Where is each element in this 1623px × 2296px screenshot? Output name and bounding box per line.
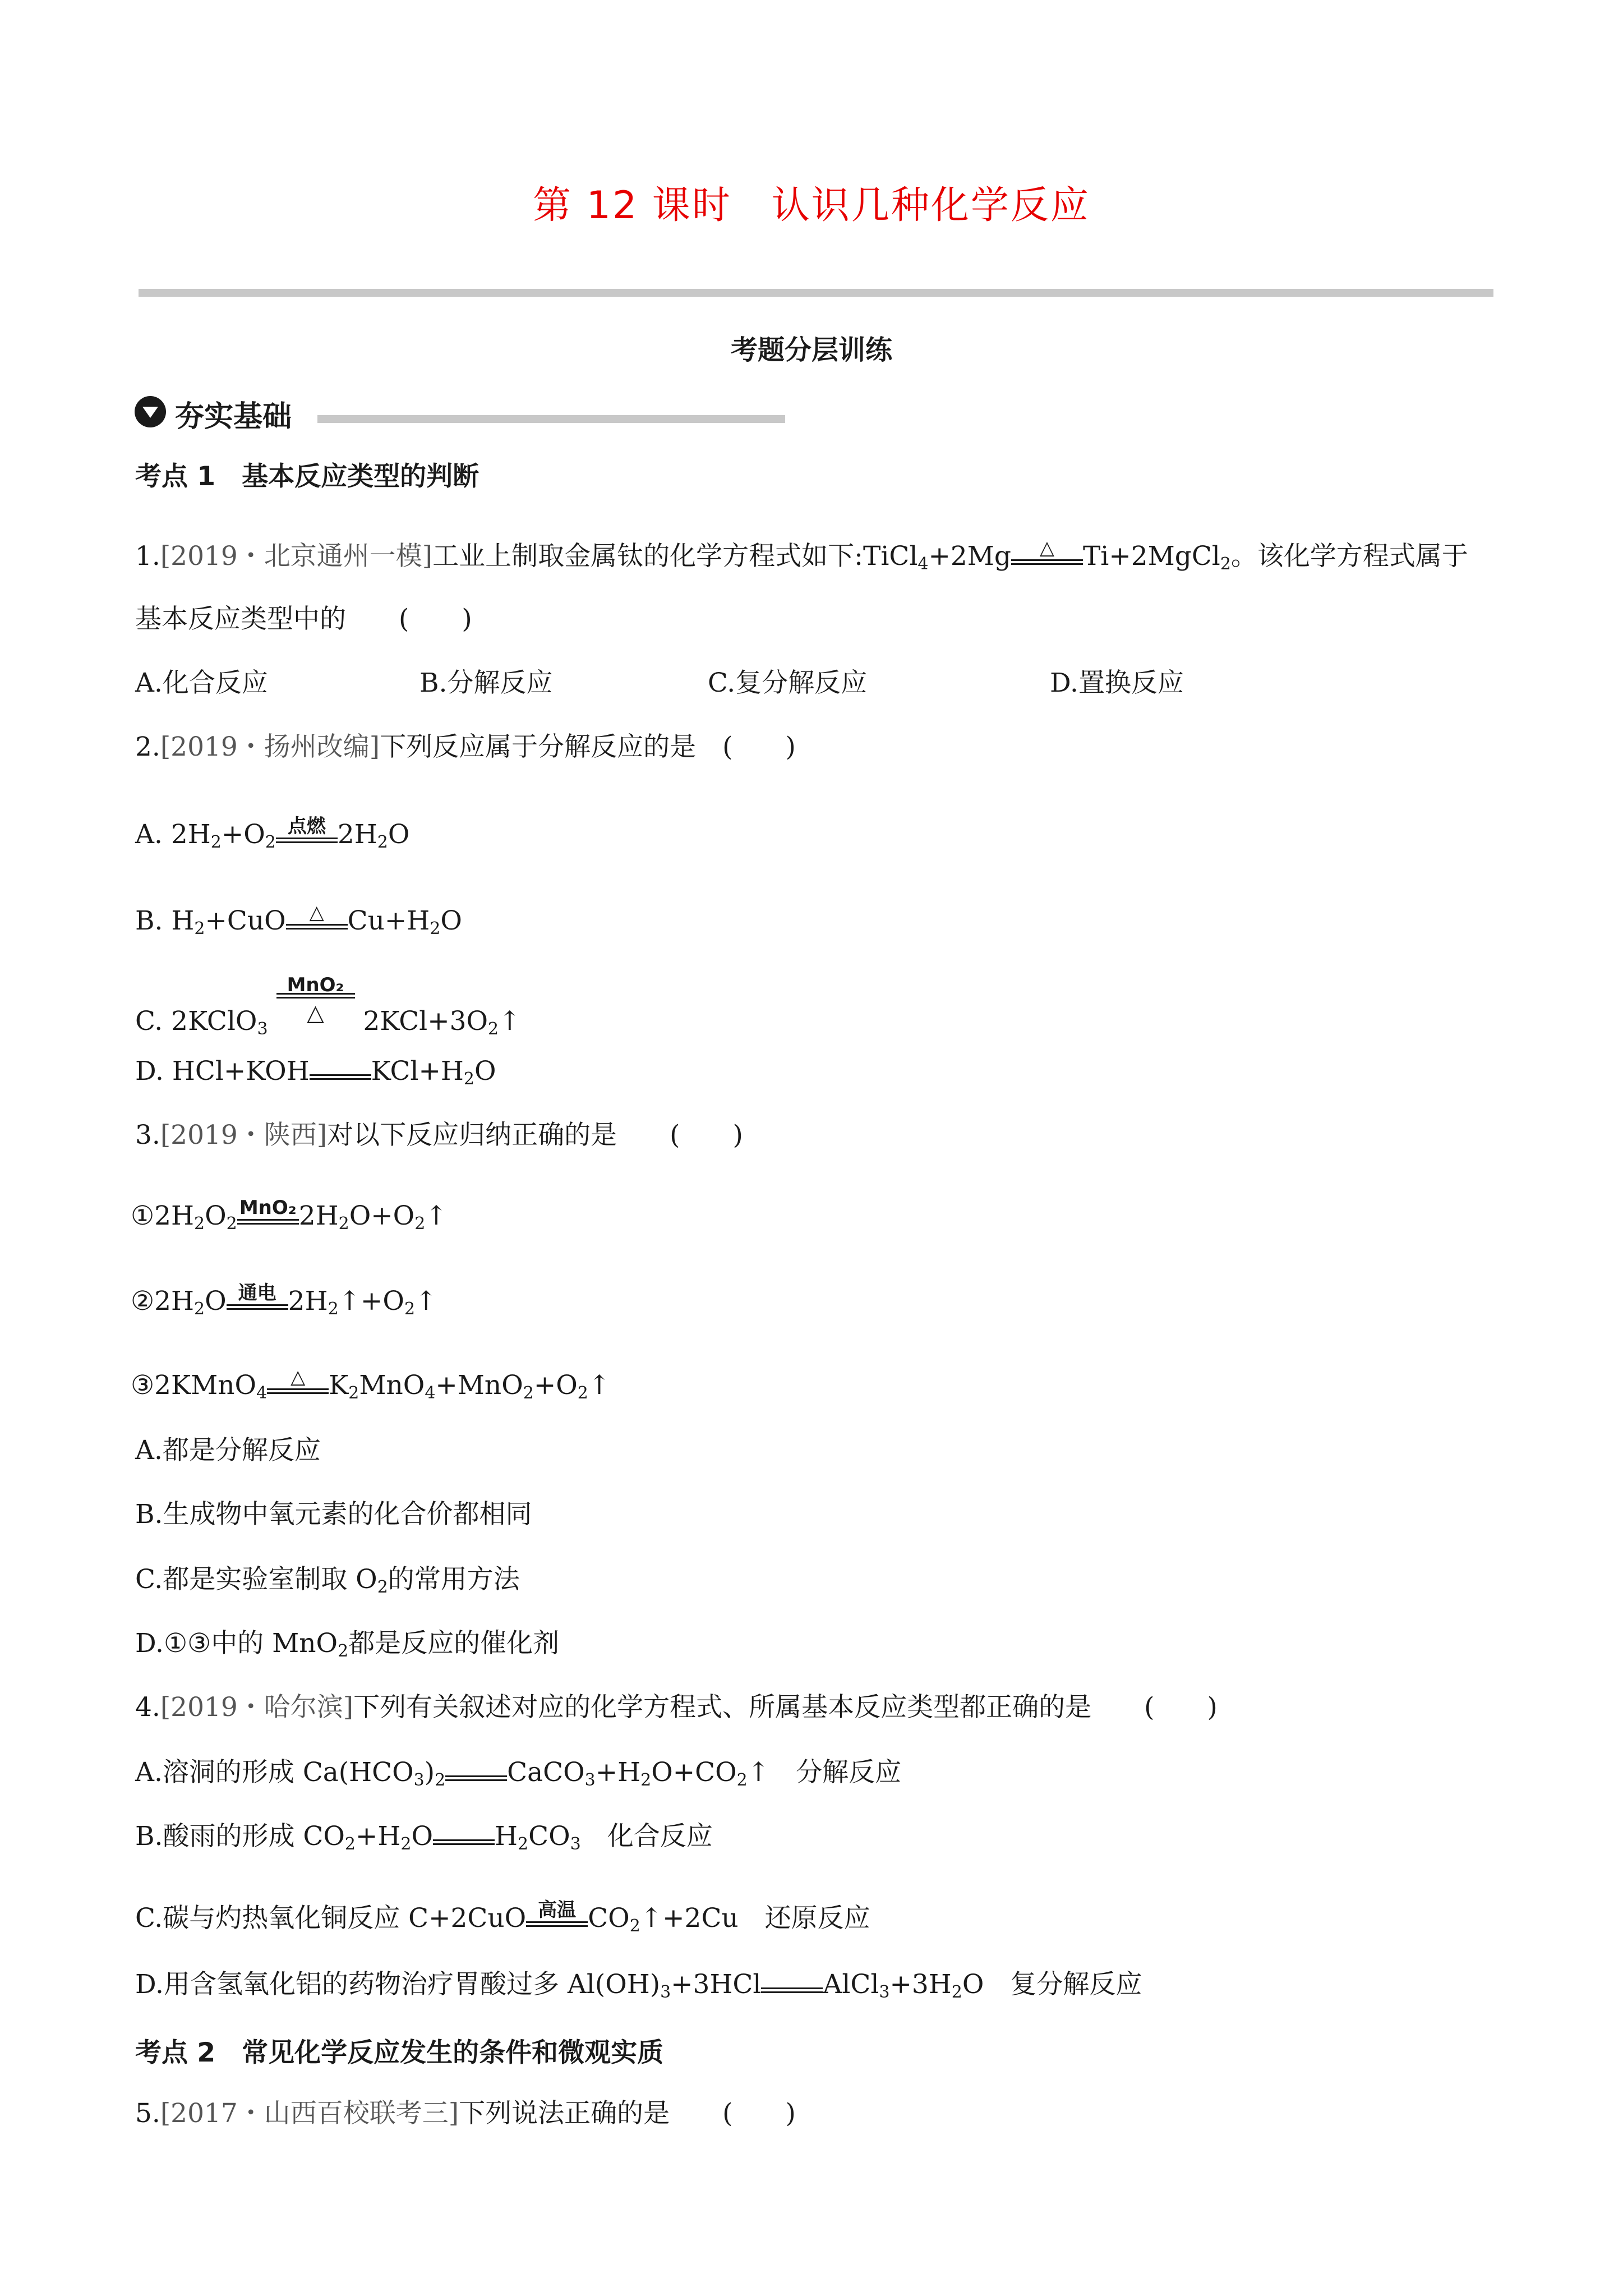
q3-reaction-1: [131, 1199, 448, 1233]
kaodian-2-heading: 考点 2 常见化学反应发生的条件和微观实质: [135, 2037, 664, 2068]
q3r1-condition: MnO₂: [239, 1197, 297, 1219]
q3r2-pre: ②2H: [131, 1286, 195, 1317]
q2c-equals-sign: [276, 974, 355, 1030]
q2b-pre: B. H: [135, 905, 195, 936]
q3r1-sub2: 2: [226, 1214, 237, 1234]
q3d-sub: 2: [338, 1641, 349, 1661]
q3r1-post: 2H: [298, 1200, 339, 1231]
q2a-sub3: 2: [377, 832, 388, 852]
q2c-condition-bottom: △: [307, 1000, 324, 1026]
q2d-sub: 2: [463, 1069, 474, 1089]
q2d-pre: D. HCl+KOH: [135, 1056, 310, 1087]
q1-source: [2019・北京通州一模]: [160, 541, 433, 572]
q3r3-condition: △: [291, 1366, 306, 1388]
q3-reaction-2: [131, 1282, 437, 1319]
q4a-post: CaCO: [507, 1757, 585, 1788]
q2-option-b: [135, 901, 462, 938]
q2b-condition: △: [309, 901, 324, 924]
q3r1-post2: O+O: [349, 1200, 415, 1231]
q5-number: 5.: [135, 2098, 160, 2129]
q2c-sub1: 3: [257, 1019, 268, 1039]
section-label: 夯实基础: [175, 400, 292, 434]
q3r1-mid: O: [205, 1200, 227, 1231]
q1-equals-sign: [1011, 537, 1083, 573]
question-4-stem: [135, 1691, 1218, 1724]
q1-option-a: A.化合反应: [135, 668, 268, 698]
q3c-pre: C.都是实验室制取 O: [135, 1564, 377, 1595]
q3r2-equals-sign: [227, 1282, 288, 1318]
q3r3-sub5: 2: [577, 1383, 588, 1403]
q4-source: [2019・哈尔滨]: [160, 1692, 354, 1723]
q4d-pre: D.用含氢氧化铝的药物治疗胃酸过多 Al(OH): [135, 1969, 661, 2000]
q2a-condition: 点燃: [287, 815, 326, 838]
q4d-sub1: 3: [660, 1982, 671, 2002]
q4b-sub3: 2: [518, 1834, 529, 1854]
q2d-post: KCl+H: [371, 1056, 464, 1087]
q4c-condition: 高温: [538, 1899, 577, 1921]
q3r3-sub1: 4: [256, 1383, 268, 1403]
q2b-equals-sign: [286, 901, 348, 937]
q3d-post: 都是反应的催化剂: [348, 1628, 560, 1659]
section-divider: [317, 415, 785, 423]
question-5-stem: [135, 2097, 796, 2131]
q1-stem-c: Ti+2MgCl: [1082, 541, 1220, 572]
q3c-post: 的常用方法: [388, 1564, 520, 1595]
q2a-pre: A. 2H: [135, 819, 211, 850]
q3r2-sub2: 2: [328, 1299, 339, 1319]
q4-option-a: [135, 1756, 901, 1789]
q4d-post: AlCl: [823, 1969, 879, 2000]
q4a-sub3: 3: [584, 1770, 596, 1790]
q2a-sub2: 2: [265, 832, 276, 852]
q4-option-c: [135, 1899, 870, 1936]
q3-reaction-3: [131, 1366, 611, 1403]
q3r2-mid: O: [205, 1286, 227, 1317]
q4d-post2: +3H: [889, 1969, 952, 2000]
q2a-mid: +O: [221, 819, 265, 850]
q4b-sub4: 3: [570, 1834, 581, 1854]
q3r2-condition: 通电: [238, 1282, 276, 1304]
q3r3-sub2: 2: [348, 1383, 359, 1403]
q1-number: 1.: [135, 541, 160, 572]
q3r3-sub3: 4: [425, 1383, 436, 1403]
q4a-sub2: 2: [435, 1770, 446, 1790]
q4d-sub2: 3: [879, 1982, 890, 2002]
question-1-line-2: 基本反应类型中的 ( ): [135, 604, 472, 634]
q3d-pre: D.①③中的 MnO: [135, 1628, 338, 1659]
q3r2-sub1: 2: [194, 1299, 205, 1319]
q4a-pre: A.溶洞的形成 Ca(HCO: [135, 1757, 414, 1788]
q4c-equals-sign: [526, 1899, 588, 1935]
q2c-sub2: 2: [488, 1019, 499, 1039]
page-title: 第 12 课时 认识几种化学反应: [533, 183, 1090, 228]
q3r3-equals-sign: [267, 1366, 329, 1402]
q2-stem-text: 下列反应属于分解反应的是 ( ): [380, 731, 796, 762]
q4a-post2: +H: [595, 1757, 641, 1788]
q4c-pre: C.碳与灼热氧化铜反应 C+2CuO: [135, 1903, 527, 1934]
q1-option-b: B.分解反应: [419, 668, 553, 698]
q2c-pre: C. 2KClO: [135, 1006, 257, 1037]
q2a-sub1: 2: [210, 832, 222, 852]
q3r3-post4: +O: [533, 1370, 578, 1401]
q3r3-pre: ③2KMnO: [131, 1370, 257, 1401]
q1-sub-4: 4: [917, 554, 929, 574]
q4a-mid: ): [424, 1757, 435, 1788]
question-1-line-1: [135, 537, 1468, 574]
q5-stem-text: 下列说法正确的是 ( ): [459, 2098, 796, 2129]
q2d-equals-sign: [310, 1074, 371, 1088]
q4a-end: ↑ 分解反应: [747, 1757, 902, 1788]
q3r1-end: ↑: [425, 1200, 448, 1231]
q2-option-d: [135, 1055, 496, 1088]
q3r3-post2: MnO: [359, 1370, 425, 1401]
q4-option-d: [135, 1968, 1142, 2001]
q1-stem-b: +2Mg: [928, 541, 1011, 572]
q2c-end: ↑: [499, 1006, 521, 1037]
q1-option-d: D.置换反应: [1050, 668, 1184, 698]
page-subtitle: 考题分层训练: [730, 334, 892, 366]
q2-number: 2.: [135, 731, 160, 762]
q1-option-c: C.复分解反应: [708, 668, 868, 698]
q3c-sub: 2: [377, 1577, 388, 1597]
q3r3-post3: +MnO: [435, 1370, 523, 1401]
q2-option-a: [135, 815, 410, 852]
q2-option-c: [135, 974, 521, 1039]
q4b-sub2: 2: [400, 1834, 412, 1854]
kaodian-1-heading: 考点 1 基本反应类型的判断: [135, 461, 479, 492]
q3r3-post: K: [329, 1370, 349, 1401]
q4b-mid2: O: [411, 1821, 434, 1852]
q3r2-post2: ↑+O: [338, 1286, 404, 1317]
q2-source: [2019・扬州改编]: [160, 731, 380, 762]
q2d-end: O: [474, 1056, 496, 1087]
q1-stem-d: 。该化学方程式属于: [1230, 541, 1468, 572]
q3r3-sub4: 2: [523, 1383, 534, 1403]
q4d-mid: +3HCl: [671, 1969, 762, 2000]
q3r2-sub3: 2: [404, 1299, 416, 1319]
q2a-end: O: [388, 819, 410, 850]
q4c-end: ↑+2Cu 还原反应: [640, 1903, 870, 1934]
q4-stem-text: 下列有关叙述对应的化学方程式、所属基本反应类型都正确的是 ( ): [353, 1692, 1218, 1723]
q4a-sub5: 2: [736, 1770, 748, 1790]
q4b-sub1: 2: [344, 1834, 356, 1854]
q4d-equals-sign: [761, 1987, 823, 2001]
q4a-equals-sign: [445, 1775, 507, 1789]
q2c-post: 2KCl+3O: [363, 1006, 488, 1037]
question-2-stem: [135, 730, 796, 764]
q4-number: 4.: [135, 1692, 160, 1723]
q3r1-pre: ①2H: [131, 1200, 195, 1231]
q3r1-sub4: 2: [414, 1214, 426, 1234]
q3r2-post: 2H: [288, 1286, 328, 1317]
q4a-post3: O+CO: [651, 1757, 737, 1788]
q4b-equals-sign: [433, 1839, 495, 1853]
q3-stem-text: 对以下反应归纳正确的是 ( ): [327, 1120, 743, 1151]
q4a-sub4: 2: [640, 1770, 652, 1790]
q1-sub-2: 2: [1220, 554, 1231, 574]
q3-source: [2019・陕西]: [160, 1120, 328, 1151]
q4b-pre: B.酸雨的形成 CO: [135, 1821, 345, 1852]
q1-stem-a: 工业上制取金属钛的化学方程式如下:TiCl: [432, 541, 918, 572]
q4-option-b: [135, 1820, 713, 1853]
question-3-stem: [135, 1119, 743, 1152]
q4b-mid: +H: [356, 1821, 401, 1852]
q2b-sub1: 2: [194, 919, 205, 938]
title-divider: [139, 289, 1493, 297]
q2a-equals-sign: [276, 815, 338, 851]
q3r1-sub1: 2: [194, 1214, 205, 1234]
q4b-end: 化合反应: [580, 1821, 713, 1852]
section-triangle-icon: [135, 396, 166, 427]
q1-condition: △: [1039, 537, 1055, 559]
q2c-condition-top: MnO₂: [287, 974, 344, 996]
q3-option-b: B.生成物中氧元素的化合价都相同: [135, 1499, 532, 1530]
q2b-end: O: [440, 905, 462, 936]
q2a-post: 2H: [337, 819, 377, 850]
q4a-sub1: 3: [413, 1770, 425, 1790]
q3r2-end: ↑: [415, 1286, 437, 1317]
q3r1-equals-sign: [237, 1197, 299, 1232]
q4d-end: O 复分解反应: [962, 1969, 1142, 2000]
q4b-post2: CO: [528, 1821, 570, 1852]
q3-option-a: A.都是分解反应: [135, 1435, 321, 1466]
q4b-post: H: [495, 1821, 518, 1852]
q3r1-sub3: 2: [338, 1214, 349, 1234]
q5-source: [2017・山西百校联考三]: [160, 2098, 459, 2129]
q4c-post: CO: [588, 1903, 630, 1934]
q4d-sub3: 2: [951, 1982, 962, 2002]
q3-number: 3.: [135, 1120, 160, 1151]
q3r3-end: ↑: [588, 1370, 611, 1401]
q3-option-d: [135, 1627, 559, 1660]
q2b-post: Cu+H: [347, 905, 430, 936]
q2b-sub2: 2: [430, 919, 441, 938]
q2b-mid: +CuO: [205, 905, 286, 936]
q3-option-c: [135, 1563, 520, 1596]
q4c-sub: 2: [629, 1916, 640, 1936]
